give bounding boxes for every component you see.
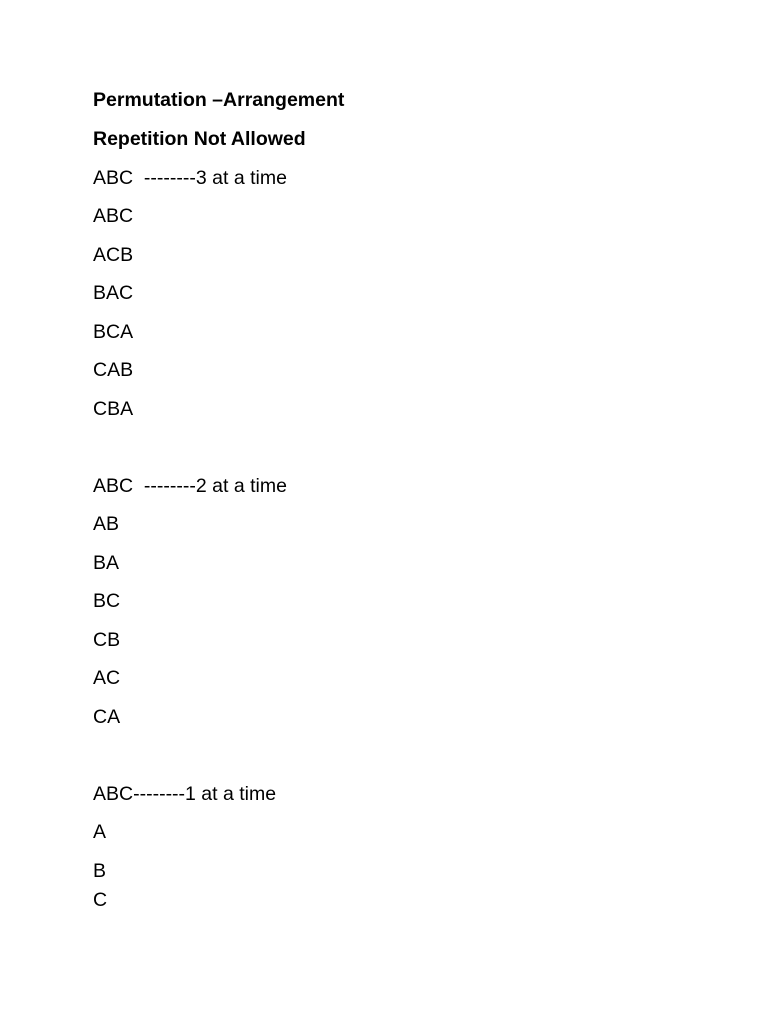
section-heading-1-at-a-time: ABC--------1 at a time bbox=[93, 783, 277, 805]
list-item: BC bbox=[93, 590, 121, 612]
list-item: B bbox=[93, 860, 107, 882]
section-heading-2-at-a-time: ABC --------2 at a time bbox=[93, 475, 287, 497]
list-item: CB bbox=[93, 629, 121, 651]
document-title: Permutation –Arrangement bbox=[93, 89, 345, 111]
list-item: A bbox=[93, 821, 107, 843]
list-item: CAB bbox=[93, 359, 134, 381]
list-item: ABC bbox=[93, 205, 134, 227]
list-item: BA bbox=[93, 552, 120, 574]
list-item: CA bbox=[93, 706, 121, 728]
list-item: AB bbox=[93, 513, 120, 535]
section-heading-3-at-a-time: ABC --------3 at a time bbox=[93, 167, 287, 189]
list-item: BAC bbox=[93, 282, 134, 304]
list-item: C bbox=[93, 889, 108, 911]
list-item: AC bbox=[93, 667, 121, 689]
list-item: ACB bbox=[93, 244, 134, 266]
list-item: CBA bbox=[93, 398, 134, 420]
document-subtitle: Repetition Not Allowed bbox=[93, 128, 306, 150]
list-item: BCA bbox=[93, 321, 134, 343]
